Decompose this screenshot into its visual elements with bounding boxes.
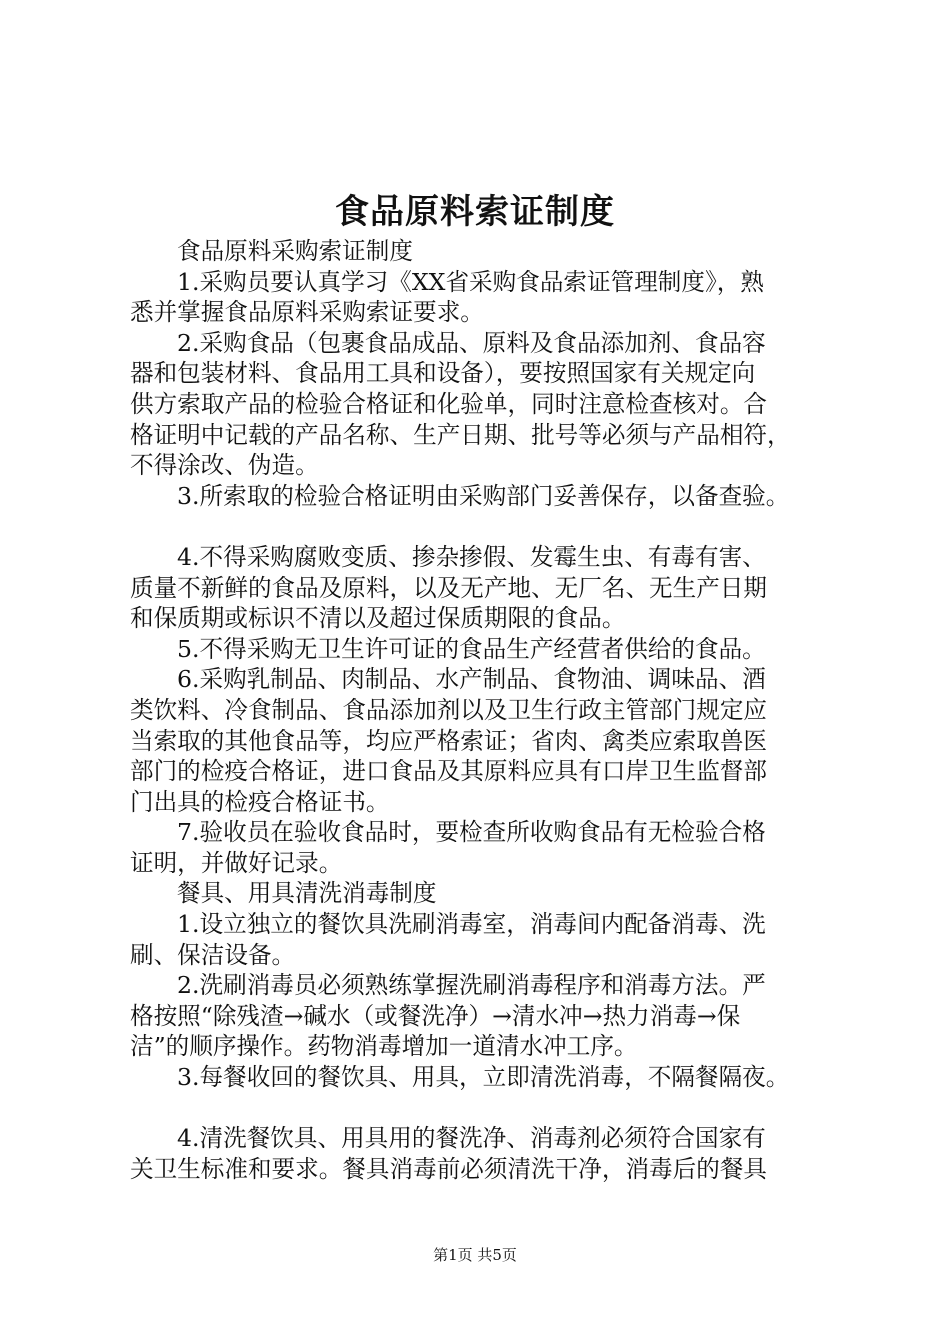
paragraph-line: 4.清洗餐饮具、用具用的餐洗净、消毒剂必须符合国家有 [177, 1124, 766, 1153]
paragraph-line: 证明，并做好记录。 [130, 848, 343, 877]
paragraph-line: 关卫生标准和要求。餐具消毒前必须清洗干净，消毒后的餐具 [130, 1154, 768, 1183]
paragraph-line: 3.每餐收回的餐饮具、用具，立即清洗消毒，不隔餐隔夜。 [177, 1063, 790, 1092]
paragraph-line: 不得涂改、伪造。 [130, 451, 319, 480]
paragraph-line: 4.不得采购腐败变质、掺杂掺假、发霉生虫、有毒有害、 [177, 542, 766, 571]
paragraph-line: 1.采购员要认真学习《XX省采购食品索证管理制度》，熟 [177, 267, 764, 296]
paragraph-line: 1.设立独立的餐饮具洗刷消毒室，消毒间内配备消毒、洗 [177, 910, 766, 939]
paragraph-line: 2.采购食品（包裹食品成品、原料及食品添加剂、食品容 [177, 328, 766, 357]
document-body [130, 236, 830, 1184]
paragraph-gap [130, 511, 830, 542]
paragraph-line: 格证明中记载的产品名称、生产日期、批号等必须与产品相符， [130, 420, 791, 449]
paragraph-line: 5.不得采购无卫生许可证的食品生产经营者供给的食品。 [177, 634, 766, 663]
page-footer: 第1页 共5页 [433, 1246, 517, 1264]
paragraph-line: 门出具的检疫合格证书。 [130, 787, 390, 816]
paragraph-line: 刷、保洁设备。 [130, 940, 296, 969]
paragraph-line: 供方索取产品的检验合格证和化验单，同时注意检查核对。合 [130, 389, 768, 418]
paragraph-line: 6.采购乳制品、肉制品、水产制品、食物油、调味品、酒 [177, 665, 766, 694]
paragraph-line: 2.洗刷消毒员必须熟练掌握洗刷消毒程序和消毒方法。严 [177, 971, 766, 1000]
paragraph-line: 3.所索取的检验合格证明由采购部门妥善保存，以备查验。 [177, 481, 790, 510]
paragraph-gap [130, 1093, 830, 1124]
paragraph-line: 悉并掌握食品原料采购索证要求。 [130, 298, 484, 327]
paragraph-line: 7.验收员在验收食品时，要检查所收购食品有无检验合格 [177, 818, 766, 847]
paragraph-line: 部门的检疫合格证，进口食品及其原料应具有口岸卫生监督部 [130, 757, 768, 786]
paragraph-line: 格按照“除残渣→碱水（或餐洗净）→清水冲→热力消毒→保 [130, 1001, 741, 1030]
paragraph-line: 洁”的顺序操作。药物消毒增加一道清水冲工序。 [130, 1032, 638, 1061]
section-heading: 食品原料采购索证制度 [177, 237, 413, 265]
paragraph-line: 类饮料、冷食制品、食品添加剂以及卫生行政主管部门规定应 [130, 695, 768, 724]
section-heading: 餐具、用具清洗消毒制度 [177, 879, 437, 908]
paragraph-line: 器和包装材料、食品用工具和设备），要按照国家有关规定向 [130, 359, 756, 388]
document-title: 食品原料索证制度 [335, 192, 615, 232]
paragraph-line: 质量不新鲜的食品及原料，以及无产地、无厂名、无生产日期 [130, 573, 768, 602]
paragraph-line: 当索取的其他食品等，均应严格索证；省肉、禽类应索取兽医 [130, 726, 768, 755]
paragraph-line: 和保质期或标识不清以及超过保质期限的食品。 [130, 604, 626, 633]
